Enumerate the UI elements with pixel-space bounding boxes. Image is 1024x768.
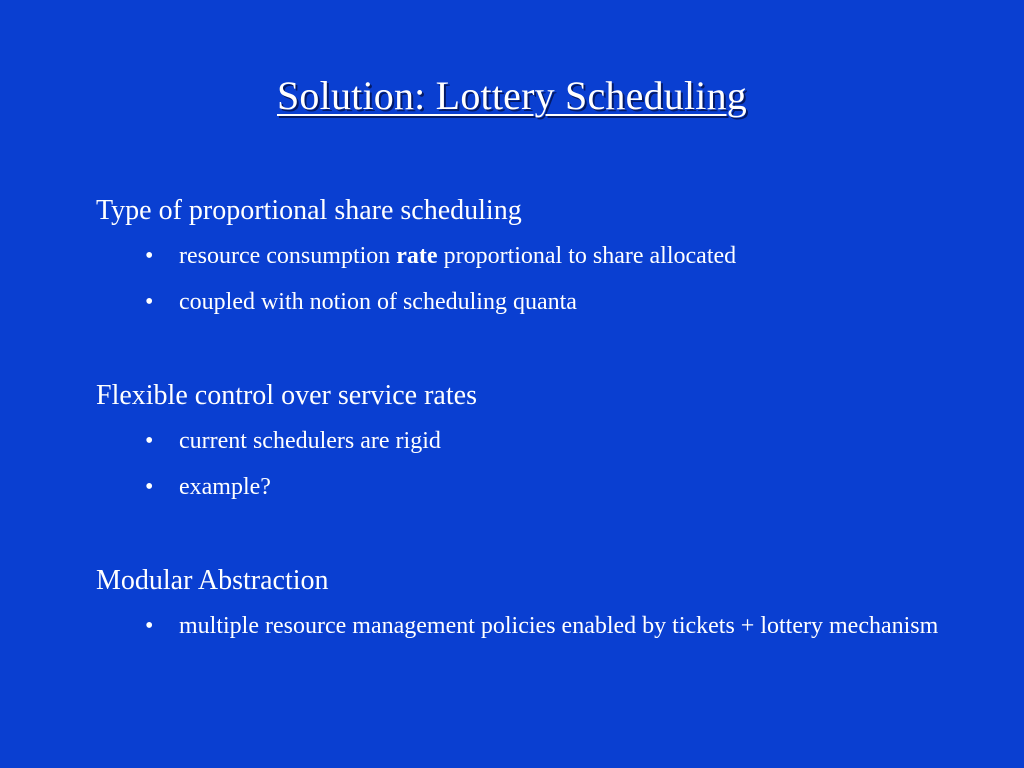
section-heading-proportional-share: Type of proportional share scheduling	[96, 195, 522, 226]
bullet-example	[145, 472, 945, 503]
bullet-emphasis-rate: rate	[396, 243, 438, 269]
bullet-resource-consumption-rate	[145, 241, 945, 272]
bullet-symbol: •	[145, 428, 154, 454]
bullet-resource-management-policies	[145, 611, 945, 642]
bullet-text: example?	[179, 474, 271, 500]
bullet-symbol: •	[145, 613, 154, 639]
bullet-current-schedulers	[145, 426, 945, 457]
bullet-scheduling-quanta	[145, 287, 945, 318]
slide-title: Solution: Lottery Scheduling	[276, 73, 747, 118]
section-heading-flexible-control: Flexible control over service rates	[96, 380, 477, 411]
bullet-symbol: •	[145, 243, 154, 269]
bullet-text: multiple resource management policies enabled by tickets + lottery mechanism	[179, 613, 939, 639]
bullet-text-before: resource consumption	[179, 243, 397, 269]
section-heading-modular-abstraction: Modular Abstraction	[96, 565, 329, 596]
bullet-text: current schedulers are rigid	[179, 428, 441, 454]
bullet-symbol: •	[145, 289, 154, 315]
bullet-symbol: •	[145, 474, 154, 500]
bullet-text-after: proportional to share allocated	[437, 243, 737, 269]
bullet-text: coupled with notion of scheduling quanta	[179, 289, 577, 315]
bullet-text	[179, 241, 945, 272]
